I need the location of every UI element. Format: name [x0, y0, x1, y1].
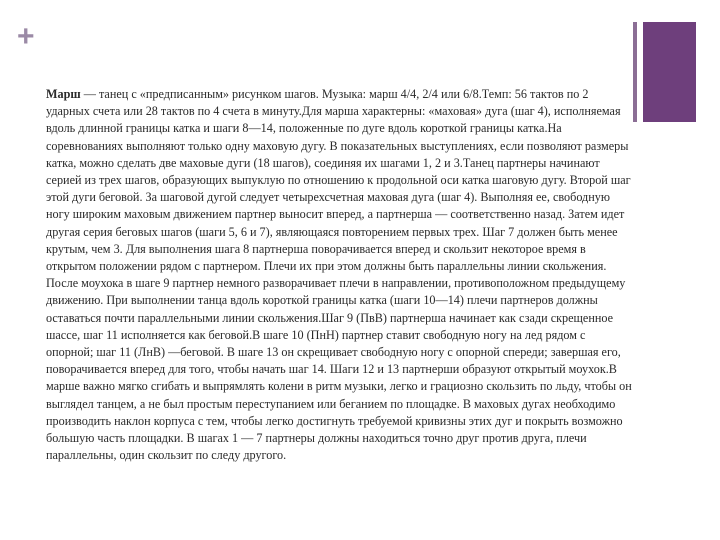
slide-body-text	[46, 86, 632, 464]
accent-bar-thin	[633, 22, 637, 122]
plus-icon: +	[17, 20, 35, 53]
dance-description: — танец с «предписанным» рисунком шагов. Музыка: марш 4/4, 2/4 или 6/8.Темп: 56 тактов по 2 ударных счета или 28 тактов по 4 счета в минуту.Для марша характерны: «маховая» дуга (шаг 4), исполняемая вдоль длинной границы катка и шаги 8—14, положенные по дуге вдоль короткой границы катка.На соревнованиях выполняют только одну маховую дугу. В показательных выступлениях, если позволяют размеры катка, можно сделать две маховые дуги (18 шагов), соединяя их шагами 1, 2 и 3.Танец партнеры начинают серией из трех шагов, образующих выпуклую по отношению к продольной оси катка шаговую дугу. Второй шаг этой дуги беговой. За шаговой дугой следует четырехсчетная маховая дуга (шаг 4). Выполняя ее, свободную ногу широким маховым движением партнер выносит вперед, а партнерша — соответственно назад. Затем идет другая серия беговых шагов (шаги 5, 6 и 7), являющаяся повторением первых трех. Шаг 7 должен быть менее крутым, чем 3. Для выполнения шага 8 партнерша поворачивается вперед и скользит некоторое время в открытом положении рядом с партнером. Плечи их при этом должны быть параллельны линии скольжения. После моухока в шаге 9 партнер немного разворачивает плечи в направлении, противоположном предыдущему движению. При выполнении танца вдоль короткой границы катка (шаги 10—14) плечи партнеров должны оставаться почти параллельными линии скольжения.Шаг 9 (ПвВ) партнерша начинает как сзади скрещенное шассе, шаг 11 исполняется как беговой.В шаге 10 (ПнН) партнер ставит свободную ногу на лед рядом с опорной; шаг 11 (ЛнВ) —беговой. В шаге 13 он скрещивает свободную ногу с опорной спереди; завершая его, поворачивается вперед для того, чтобы начать шаг 14. Шаги 12 и 13 партнерши образуют открытый моухок.В марше важно мягко сгибать и выпрямлять колени в ритм музыки, легко и грациозно скользить по льду, чтобы он выглядел танцем, а не был простым переступанием или беганием по площадке. В маховых дугах необходимо производить наклон корпуса с тем, чтобы легко достигнуть требуемой кривизны этих дуг и покрыть возможно большую часть площадки. В шагах 1 — 7 партнеры должны находиться точно друг против друга, плечи параллельны, один скользит по следу другого.	[46, 87, 632, 463]
accent-bar-thick	[643, 22, 696, 122]
dance-term: Марш	[46, 87, 81, 101]
